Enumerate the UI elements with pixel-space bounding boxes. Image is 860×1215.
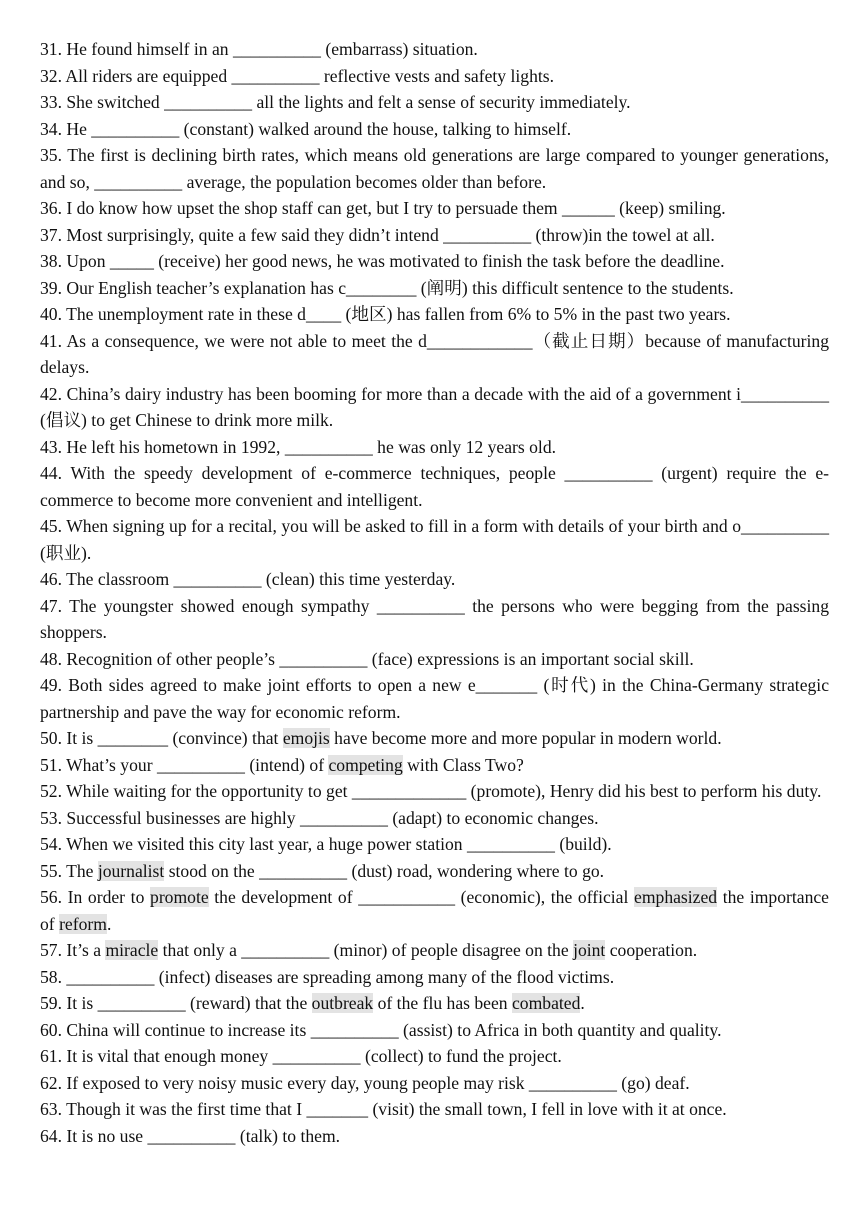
question-55	[40, 858, 829, 885]
question-57	[40, 937, 829, 964]
highlighted-word: journalist	[97, 860, 165, 881]
question-text: 56. In order to	[40, 887, 151, 907]
highlighted-word: miracle	[105, 940, 159, 960]
question-46: 46. The classroom __________ (clean) this time yesterday.	[40, 569, 456, 589]
highlighted-word: outbreak	[311, 993, 374, 1013]
question-text: of the flu has been	[373, 993, 512, 1013]
question-text: 51. What’s your __________ (intend) of	[40, 754, 329, 775]
question-40: 40. The unemployment rate in these d____ (地区) has fallen from 6% to 5% in the past two years.	[40, 304, 731, 324]
question-35: 35. The first is declining birth rates, which means old generations are large compared to younger generations, and so, __________ average, the population becomes older than before.	[40, 145, 829, 192]
highlighted-word: promote	[150, 887, 209, 907]
question-45: 45. When signing up for a recital, you will be asked to fill in a form with details of your birth and o__________ (职业).	[40, 516, 829, 563]
question-41: 41. As a consequence, we were not able to meet the d____________（截止日期）because of manufacturing delays.	[40, 330, 829, 377]
question-50	[40, 725, 829, 752]
question-51	[40, 752, 829, 779]
question-62: 62. If exposed to very noisy music every day, young people may risk __________ (go) deaf.	[40, 1072, 690, 1093]
highlighted-word: combated	[511, 993, 581, 1013]
question-49: 49. Both sides agreed to make joint efforts to open a new e_______ (时代) in the China-Germany strategic partnership and pave the way for economic reform.	[40, 675, 829, 722]
question-text: 59. It is __________ (reward) that the	[40, 993, 312, 1013]
question-56	[40, 884, 829, 937]
question-text: 57. It’s a	[40, 940, 106, 960]
question-43: 43. He left his hometown in 1992, __________ he was only 12 years old.	[40, 436, 557, 457]
question-text: 55. The	[40, 860, 98, 881]
question-text: the development of ___________ (economic), the official	[208, 887, 635, 907]
question-37: 37. Most surprisingly, quite a few said they didn’t intend __________ (throw)in the towel at all.	[40, 224, 715, 245]
question-text: .	[106, 913, 112, 934]
question-text: the importance of	[40, 887, 829, 934]
question-53: 53. Successful businesses are highly __________ (adapt) to economic changes.	[40, 807, 599, 828]
question-58: 58. __________ (infect) diseases are spreading among many of the flood victims.	[40, 966, 615, 987]
question-text: stood on the __________ (dust) road, wondering where to go.	[164, 860, 605, 881]
question-61: 61. It is vital that enough money __________ (collect) to fund the project.	[40, 1046, 562, 1066]
question-44: 44. With the speedy development of e-commerce techniques, people __________ (urgent) require the e-commerce to become more convenient and intelligent.	[40, 463, 829, 510]
exercise-sheet	[40, 36, 829, 1149]
question-42: 42. China’s dairy industry has been booming for more than a decade with the aid of a government i__________ (倡议) to get Chinese to drink more milk.	[40, 383, 829, 430]
question-text: 50. It is ________ (convince) that	[40, 728, 283, 748]
question-text: cooperation.	[605, 940, 698, 960]
highlighted-word: emphasized	[634, 887, 718, 907]
question-54: 54. When we visited this city last year, a huge power station __________ (build).	[40, 834, 612, 854]
highlighted-word: joint	[573, 940, 606, 960]
question-32: 32. All riders are equipped __________ reflective vests and safety lights.	[40, 65, 554, 86]
question-text: .	[580, 993, 585, 1013]
question-33: 33. She switched __________ all the lights and felt a sense of security immediately.	[40, 92, 631, 112]
question-47: 47. The youngster showed enough sympathy __________ the persons who were begging from the passing shoppers.	[40, 595, 829, 642]
question-59	[40, 990, 829, 1017]
question-39: 39. Our English teacher’s explanation has c________ (阐明) this difficult sentence to the students.	[40, 277, 734, 298]
question-63: 63. Though it was the first time that I _______ (visit) the small town, I fell in love with it at once.	[40, 1099, 727, 1119]
highlighted-word: competing	[328, 754, 403, 775]
question-38: 38. Upon _____ (receive) her good news, he was motivated to finish the task before the deadline.	[40, 251, 725, 271]
question-text: with Class Two?	[402, 754, 524, 775]
highlighted-word: reform	[59, 913, 107, 934]
question-34: 34. He __________ (constant) walked around the house, talking to himself.	[40, 118, 572, 139]
question-64: 64. It is no use __________ (talk) to them.	[40, 1125, 341, 1146]
question-60: 60. China will continue to increase its __________ (assist) to Africa in both quantity and quality.	[40, 1019, 722, 1040]
highlighted-word: emojis	[282, 728, 330, 748]
question-52: 52. While waiting for the opportunity to get _____________ (promote), Henry did his best to perform his duty.	[40, 781, 822, 801]
question-text: have become more and more popular in modern world.	[329, 728, 722, 748]
question-text: that only a __________ (minor) of people disagree on the	[158, 940, 574, 960]
question-36: 36. I do know how upset the shop staff can get, but I try to persuade them ______ (keep) smiling.	[40, 198, 726, 218]
question-31: 31. He found himself in an __________ (embarrass) situation.	[40, 39, 478, 59]
question-48: 48. Recognition of other people’s __________ (face) expressions is an important social skill.	[40, 648, 694, 669]
